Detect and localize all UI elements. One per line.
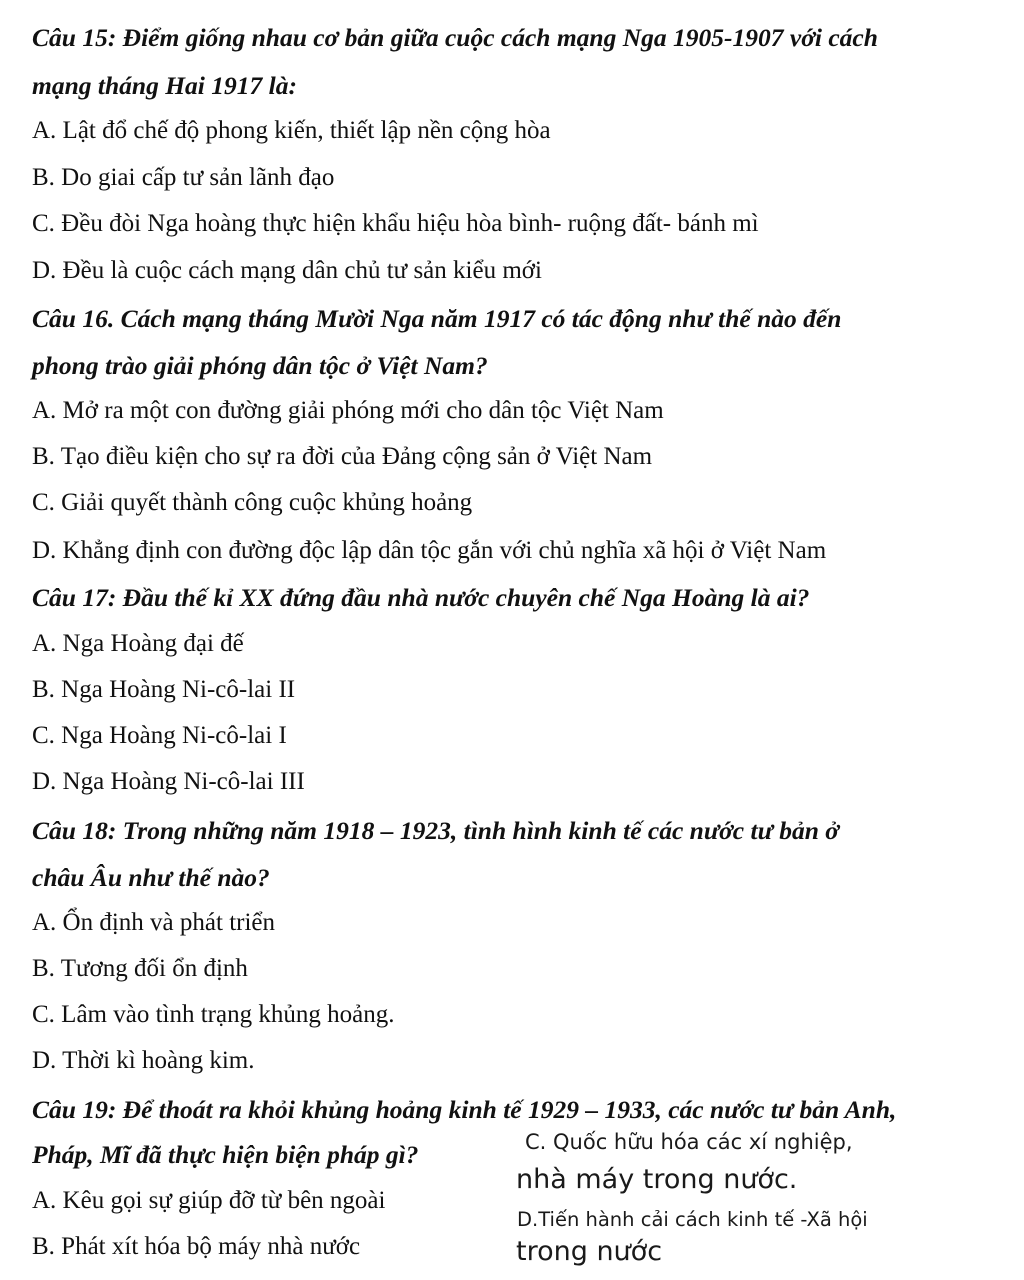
question-19-title-line-2: Pháp, Mĩ đã thực hiện biện pháp gì? xyxy=(32,1140,419,1169)
question-18-option-d: D. Thời kì hoàng kim. xyxy=(32,1047,255,1074)
question-19-option-c-line-2: nhà máy trong nước. xyxy=(516,1164,798,1195)
question-17-option-c: C. Nga Hoàng Ni-cô-lai I xyxy=(32,722,287,749)
question-17-option-b: B. Nga Hoàng Ni-cô-lai II xyxy=(32,676,296,703)
question-16-option-a: A. Mở ra một con đường giải phóng mới cho dân tộc Việt Nam xyxy=(32,397,664,424)
question-15-option-a: A. Lật đổ chế độ phong kiến, thiết lập nền cộng hòa xyxy=(32,117,551,144)
question-15-title-line-1: Câu 15: Điểm giống nhau cơ bản giữa cuộc cách mạng Nga 1905-1907 với cách xyxy=(32,23,878,52)
question-15-option-c: C. Đều đòi Nga hoàng thực hiện khẩu hiệu hòa bình- ruộng đất- bánh mì xyxy=(32,210,759,237)
question-15-option-d: D. Đều là cuộc cách mạng dân chủ tư sản kiểu mới xyxy=(32,257,542,284)
question-15-option-b: B. Do giai cấp tư sản lãnh đạo xyxy=(32,164,335,191)
question-18-option-c: C. Lâm vào tình trạng khủng hoảng. xyxy=(32,1001,395,1028)
question-18-title-line-1: Câu 18: Trong những năm 1918 – 1923, tình hình kinh tế các nước tư bản ở xyxy=(32,816,839,845)
question-19-option-d-line-1: D.Tiến hành cải cách kinh tế -Xã hội xyxy=(517,1208,868,1231)
question-15-title-line-2: mạng tháng Hai 1917 là: xyxy=(32,71,297,100)
question-16-title-line-2: phong trào giải phóng dân tộc ở Việt Nam? xyxy=(32,351,488,380)
question-19-option-a: A. Kêu gọi sự giúp đỡ từ bên ngoài xyxy=(32,1187,386,1214)
question-16-title-line-1: Câu 16. Cách mạng tháng Mười Nga năm 1917 có tác động như thế nào đến xyxy=(32,304,842,333)
question-17-option-d: D. Nga Hoàng Ni-cô-lai III xyxy=(32,768,305,795)
question-17-title: Câu 17: Đầu thế kỉ XX đứng đầu nhà nước chuyên chế Nga Hoàng là ai? xyxy=(32,583,810,612)
question-16-option-b: B. Tạo điều kiện cho sự ra đời của Đảng cộng sản ở Việt Nam xyxy=(32,443,653,470)
question-18-option-a: A. Ổn định và phát triển xyxy=(32,909,276,936)
question-19-option-b: B. Phát xít hóa bộ máy nhà nước xyxy=(32,1233,361,1260)
question-16-option-c: C. Giải quyết thành công cuộc khủng hoảng xyxy=(32,489,473,516)
question-16-option-d: D. Khẳng định con đường độc lập dân tộc gắn với chủ nghĩa xã hội ở Việt Nam xyxy=(32,537,827,564)
question-19-option-d-line-2: trong nước xyxy=(516,1236,663,1267)
question-19-option-c-line-1: C. Quốc hữu hóa các xí nghiệp, xyxy=(525,1130,853,1154)
question-17-option-a: A. Nga Hoàng đại đế xyxy=(32,630,244,657)
question-18-title-line-2: châu Âu như thế nào? xyxy=(32,863,270,892)
question-18-option-b: B. Tương đối ổn định xyxy=(32,955,248,982)
question-19-title-line-1: Câu 19: Để thoát ra khỏi khủng hoảng kinh tế 1929 – 1933, các nước tư bản Anh, xyxy=(32,1095,897,1124)
